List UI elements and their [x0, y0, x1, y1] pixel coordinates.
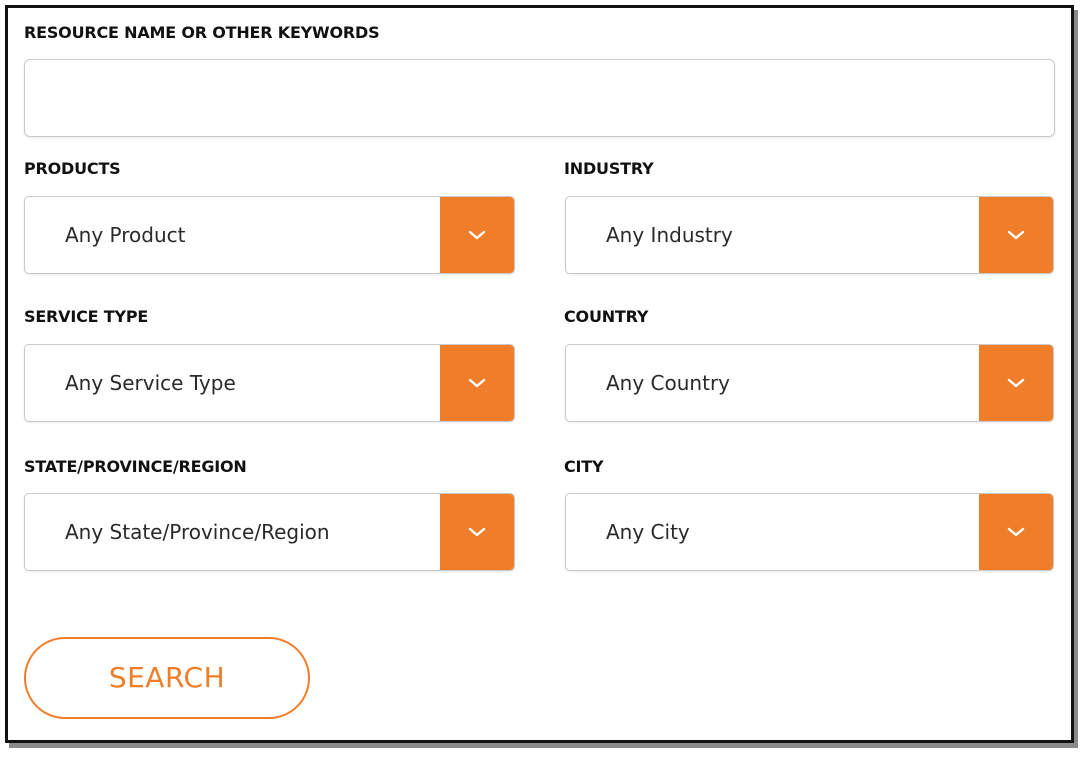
keywords-input[interactable] [24, 59, 1055, 137]
city-selected-value: Any City [606, 520, 690, 544]
country-dropdown-toggle[interactable] [979, 345, 1053, 421]
keywords-label: RESOURCE NAME OR OTHER KEYWORDS [24, 23, 380, 42]
city-label: CITY [564, 457, 604, 476]
service-type-select[interactable] [24, 344, 515, 422]
industry-dropdown-toggle[interactable] [979, 197, 1053, 273]
search-button[interactable]: SEARCH [24, 637, 310, 719]
service-type-label: SERVICE TYPE [24, 307, 149, 326]
chevron-down-icon [1007, 230, 1025, 241]
industry-label: INDUSTRY [564, 159, 654, 178]
chevron-down-icon [1007, 527, 1025, 538]
products-dropdown-toggle[interactable] [440, 197, 514, 273]
city-select[interactable] [565, 493, 1054, 571]
state-selected-value: Any State/Province/Region [65, 520, 330, 544]
state-select[interactable] [24, 493, 515, 571]
products-select[interactable] [24, 196, 515, 274]
chevron-down-icon [468, 230, 486, 241]
products-label: PRODUCTS [24, 159, 121, 178]
city-dropdown-toggle[interactable] [979, 494, 1053, 570]
service-type-dropdown-toggle[interactable] [440, 345, 514, 421]
industry-select[interactable] [565, 196, 1054, 274]
chevron-down-icon [468, 378, 486, 389]
country-select[interactable] [565, 344, 1054, 422]
chevron-down-icon [1007, 378, 1025, 389]
industry-selected-value: Any Industry [606, 223, 733, 247]
state-dropdown-toggle[interactable] [440, 494, 514, 570]
products-selected-value: Any Product [65, 223, 186, 247]
country-label: COUNTRY [564, 307, 649, 326]
country-selected-value: Any Country [606, 371, 731, 395]
service-type-selected-value: Any Service Type [65, 371, 236, 395]
state-label: STATE/PROVINCE/REGION [24, 457, 247, 476]
chevron-down-icon [468, 527, 486, 538]
